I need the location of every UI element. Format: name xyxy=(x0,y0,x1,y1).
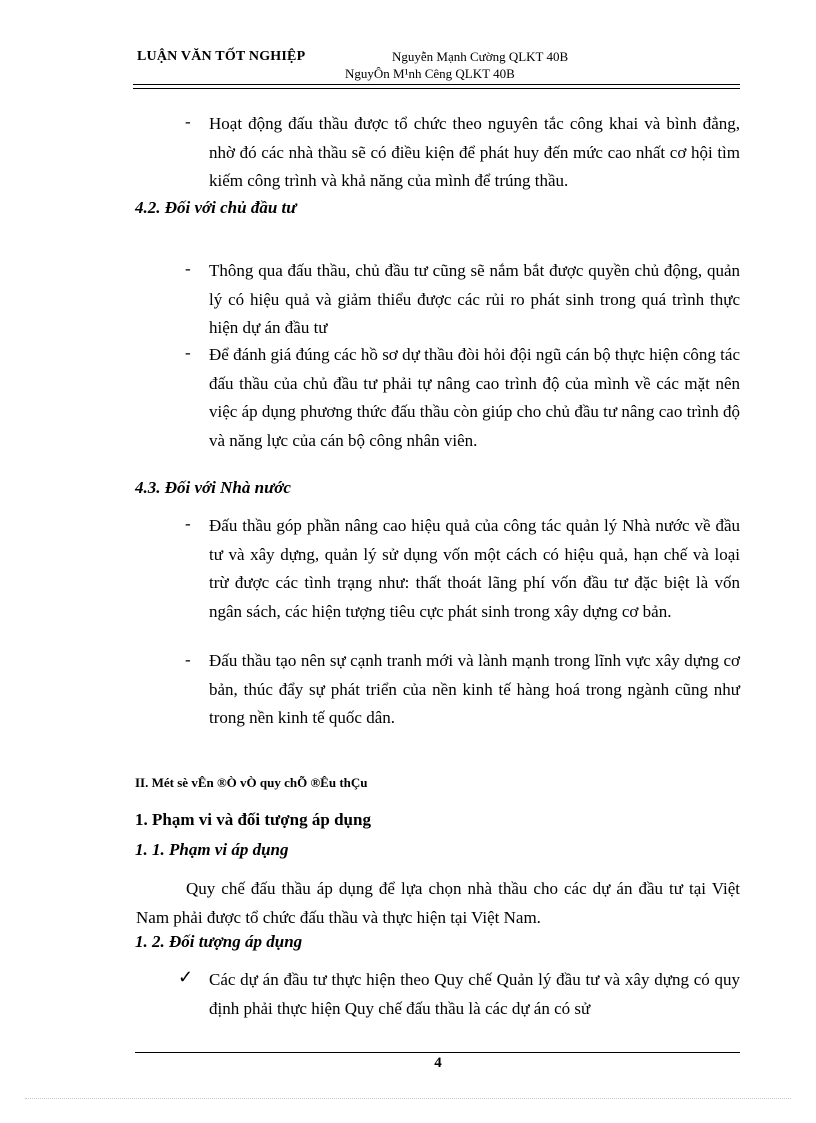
header-author-garbled: NguyÔn M¹nh Cêng QLKT 40B xyxy=(345,66,515,81)
paragraph-4: Đấu thầu góp phần nâng cao hiệu quả của công tác quản lý Nhà nước về đầu tư và xây dựng, quản lý sử dụng vốn một cách có hiệu quả, hạn chế và loại trừ được các tình trạng như: thất thoát lãng phí vốn đầu tư đặc biệt là vốn ngân sách, các hiện tượng tiêu cực phát sinh trong xây dựng cơ bản. xyxy=(209,516,740,621)
bullet-dash: - xyxy=(185,650,191,669)
heading-4-3: 4.3. Đối với Nhà nước xyxy=(135,478,291,497)
heading-1-2: 1. 2. Đối tượng áp dụng xyxy=(135,932,303,951)
heading-4-2: 4.2. Đối với chủ đầu tư xyxy=(135,198,297,217)
bullet-dash: - xyxy=(185,112,191,131)
checkmark-icon: ✓ xyxy=(178,967,194,987)
paragraph-7: Các dự án đầu tư thực hiện theo Quy chế Quản lý đầu tư và xây dựng có quy định phải thực hiện Quy chế đấu thầu là các dự án có sử xyxy=(209,970,740,1018)
header-rule-bottom xyxy=(133,88,740,89)
bullet-dash: - xyxy=(185,259,191,278)
paragraph-3: Để đánh giá đúng các hồ sơ dự thầu đòi hỏi đội ngũ cán bộ thực hiện công tác đấu thầu của chủ đầu tư phải tự nâng cao trình độ của mình về các mặt nên việc áp dụng phương thức đấu thầu còn giúp cho chủ đầu tư nâng cao trình độ và năng lực của cán bộ công nhân viên. xyxy=(209,345,740,450)
footer-rule xyxy=(135,1052,740,1053)
bullet-dash: - xyxy=(185,514,191,533)
paragraph-2: Thông qua đấu thầu, chủ đầu tư cũng sẽ nắm bắt được quyền chủ động, quản lý có hiệu quả và giảm thiểu được các rủi ro phát sinh trong quá trình thực hiện dự án đầu tư xyxy=(209,261,740,337)
header-rule-top xyxy=(133,84,740,85)
heading-1-1: 1. 1. Phạm vi áp dụng xyxy=(135,840,289,859)
paragraph-6: Quy chế đấu thầu áp dụng để lựa chọn nhà thầu cho các dự án đầu tư tại Việt Nam phải được tổ chức đấu thầu và thực hiện tại Việt Nam. xyxy=(136,879,740,927)
bullet-dash: - xyxy=(185,343,191,362)
heading-1: 1. Phạm vi và đối tượng áp dụng xyxy=(135,810,371,829)
header-title: LUẬN VĂN TỐT NGHIỆP xyxy=(137,49,306,64)
page-edge-dotted-line xyxy=(25,1098,791,1099)
paragraph-1: Hoạt động đấu thầu được tổ chức theo nguyên tắc công khai và bình đẳng, nhờ đó các nhà thầu sẽ có điều kiện để phát huy đến mức cao nhất cơ hội tìm kiếm công trình và khả năng của mình để trúng thầu. xyxy=(209,114,740,190)
paragraph-5: Đấu thầu tạo nên sự cạnh tranh mới và lành mạnh trong lĩnh vực xây dựng cơ bản, thúc đẩy sự phát triển của nền kinh tế hàng hoá trong ngành cũng như trong nền kinh tế quốc dân. xyxy=(209,651,740,727)
page-number: 4 xyxy=(434,1055,442,1071)
header-author: Nguyễn Mạnh Cường QLKT 40B xyxy=(392,49,569,64)
section-ii-heading: II. Mét sè vÊn ®Ò vÒ quy chÕ ®Êu thÇu xyxy=(135,775,368,790)
